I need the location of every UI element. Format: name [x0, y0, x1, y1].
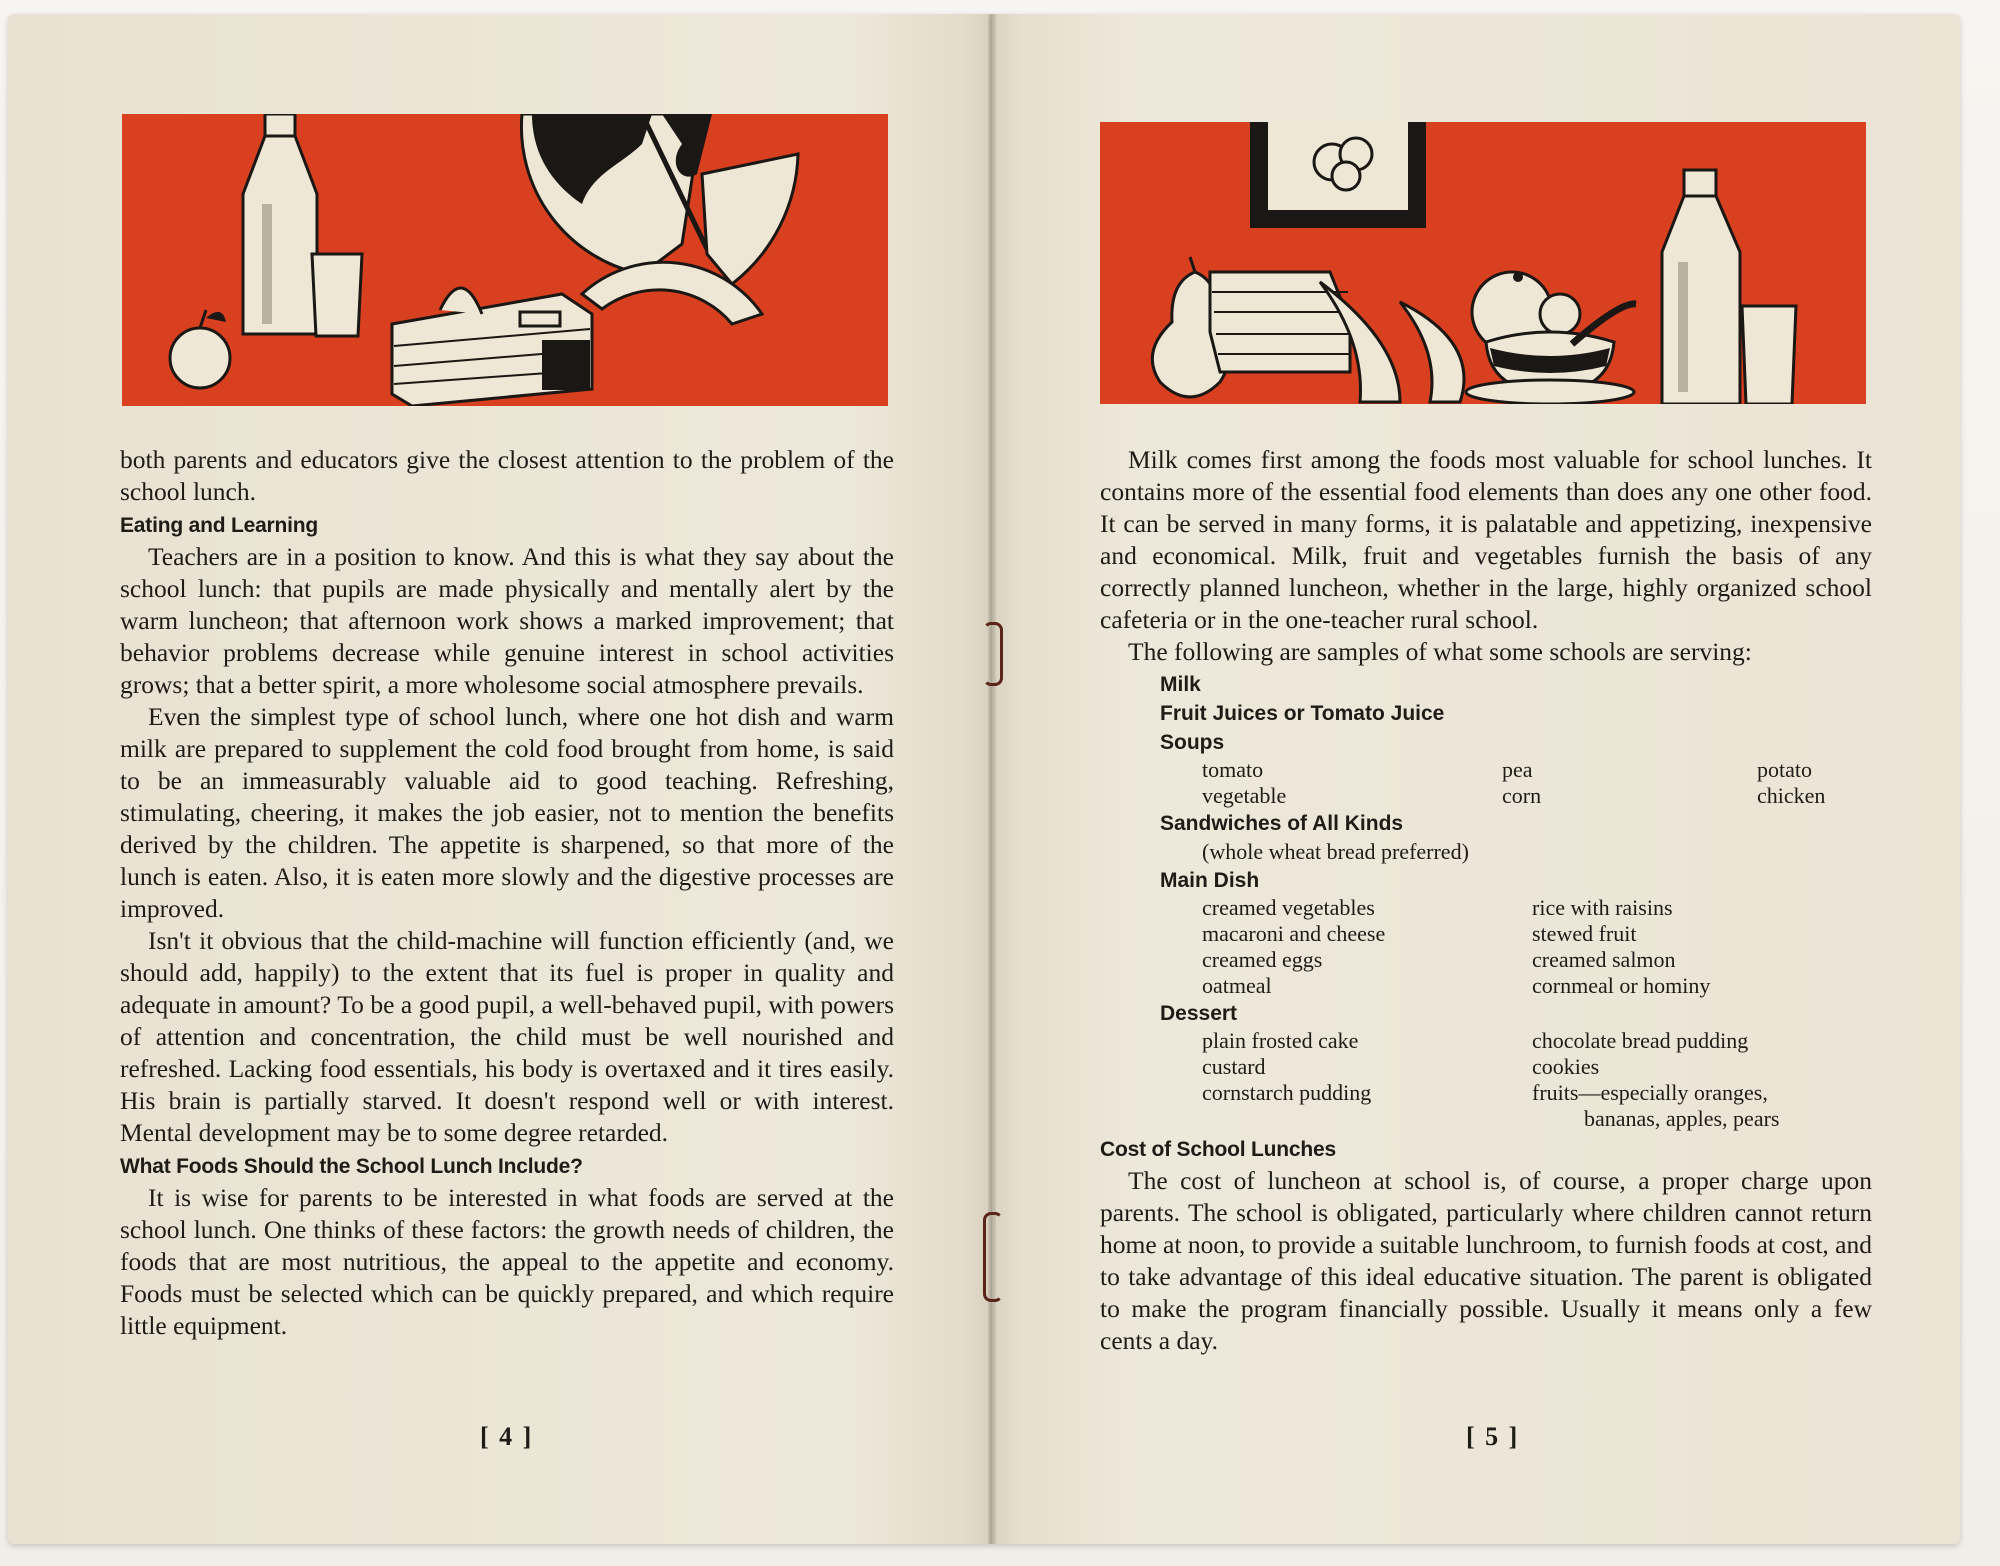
menu-item: macaroni and cheese: [1202, 921, 1386, 946]
glass-icon: [1742, 306, 1796, 404]
menu-category-sandwiches: Sandwiches of All Kinds: [1160, 812, 1404, 835]
menu-item: pea: [1502, 757, 1533, 782]
menu-category-soups: Soups: [1160, 731, 1225, 754]
menu-category-juices: Fruit Juices or Tomato Juice: [1160, 702, 1445, 725]
menu-item: vegetable: [1202, 783, 1287, 808]
menu-item: cornstarch pudding: [1202, 1080, 1372, 1105]
stack-of-books-icon: [392, 288, 592, 406]
menu-item: custard: [1202, 1054, 1266, 1079]
menu-item: chocolate bread pudding: [1532, 1028, 1749, 1053]
page-number-right: [ 5 ]: [1466, 1422, 1520, 1451]
menu-item: fruits—especially oranges,: [1532, 1080, 1768, 1105]
body-paragraph: It is wise for parents to be interested in what foods are served at the school lunch. One thinks of these factors: the growth needs of children, the foods that are most nutritious, the appeal to the appetite and economy. Foods must be selected which can be quickly prepared, and which require little equipment.: [120, 1183, 894, 1340]
menu-item: cornmeal or hominy: [1532, 973, 1711, 998]
menu-item: plain frosted cake: [1202, 1028, 1359, 1053]
body-paragraph: both parents and educators give the closest attention to the problem of the school lunch.: [120, 445, 894, 506]
menu-item: rice with raisins: [1532, 895, 1673, 920]
menu-item: tomato: [1202, 757, 1264, 782]
menu-item: potato: [1757, 757, 1812, 782]
sandwich-icon: [1210, 272, 1350, 372]
page-number-left: [ 4 ]: [480, 1422, 534, 1451]
globe-icon: [521, 114, 798, 324]
section-heading: What Foods Should the School Lunch Include?: [120, 1155, 583, 1178]
menu-item: oatmeal: [1202, 973, 1272, 998]
body-paragraph: Isn't it obvious that the child-machine will function efficiently (and, we should add, happily) to the extent that its fuel is proper in quality and adequate in amount? To be a good pupil, a well-behaved pupil, with powers of attention and concentration, the child must be well nourished and refreshed. Lacking food essentials, his body is overtaxed and it tires easily. His brain is partially starved. It doesn't respond well or with interest. Mental development may be to some degree retarded.: [120, 926, 894, 1147]
glass-icon: [312, 254, 362, 336]
menu-item: corn: [1502, 783, 1542, 808]
menu-item: cookies: [1532, 1054, 1600, 1079]
binding-stitch-lower: [983, 1212, 1003, 1302]
sample-menu: [1160, 670, 1872, 1132]
menu-category-main-dish: Main Dish: [1160, 869, 1260, 892]
dessert-list: [1202, 1028, 1872, 1132]
menu-item: stewed fruit: [1532, 921, 1637, 946]
milk-bottle-icon: [1662, 170, 1740, 404]
lunch-foods-illustration: [1100, 122, 1866, 404]
right-illustration-banner: [1100, 122, 1866, 404]
left-page-text: [120, 444, 894, 1342]
menu-item: creamed vegetables: [1202, 895, 1375, 920]
main-dish-list: [1202, 895, 1872, 999]
body-paragraph: Teachers are in a position to know. And this is what they say about the school lunch: that pupils are made physically and mentally alert by the warm luncheon; that afternoon work shows a marked improvement; that behavior problems decrease while genuine interest in school activities grows; that a better spirit, a more wholesome social atmosphere prevails.: [120, 542, 894, 699]
menu-item: creamed eggs: [1202, 947, 1323, 972]
body-paragraph: Milk comes first among the foods most valuable for school lunches. It contains more of the essential food elements than does any one other food. It can be served in many forms, it is palatable and appetizing, inexpensive and economical. Milk, fruit and vegetables furnish the basis of any correctly planned luncheon, whether in the large, highly organized school cafeteria or in the one-teacher rural school.: [1100, 445, 1872, 634]
apple-icon: [170, 310, 230, 388]
menu-item: creamed salmon: [1532, 947, 1676, 972]
menu-category-milk: Milk: [1160, 673, 1201, 696]
body-paragraph: The following are samples of what some schools are serving:: [1128, 637, 1752, 666]
binding-stitch-upper: [983, 622, 1003, 686]
section-heading: Cost of School Lunches: [1100, 1138, 1336, 1161]
framed-picture-icon: [1250, 122, 1426, 228]
section-heading: Eating and Learning: [120, 514, 319, 537]
body-paragraph: The cost of luncheon at school is, of course, a proper charge upon parents. The school is obligated, particularly where children cannot return home at noon, to provide a suitable lunchroom, to furnish foods at cost, and to take advantage of this ideal educative situation. The parent is obligated to make the program financially possible. Usually it means only a few cents a day.: [1100, 1166, 1872, 1355]
menu-item: bananas, apples, pears: [1584, 1106, 1780, 1131]
gutter-fold: [988, 14, 996, 1544]
milk-bottle-icon: [243, 114, 317, 334]
right-page-text: [1100, 444, 1872, 1357]
sandwiches-note: (whole wheat bread preferred): [1202, 839, 1469, 864]
menu-item: chicken: [1757, 783, 1826, 808]
body-paragraph: Even the simplest type of school lunch, where one hot dish and warm milk are prepared to supplement the cold food brought from home, is said to be an immeasurably valuable aid to good teaching. Refreshing, stimulating, cheering, it makes the job easier, not to mention the benefits derived by the children. The appetite is sharpened, so that more of the lunch is eaten. Also, it is eaten more slowly and the digestive processes are improved.: [120, 702, 894, 923]
soups-list: [1202, 757, 1872, 809]
school-supplies-illustration: [122, 114, 888, 406]
left-illustration-banner: [122, 114, 888, 406]
menu-category-dessert: Dessert: [1160, 1002, 1238, 1025]
